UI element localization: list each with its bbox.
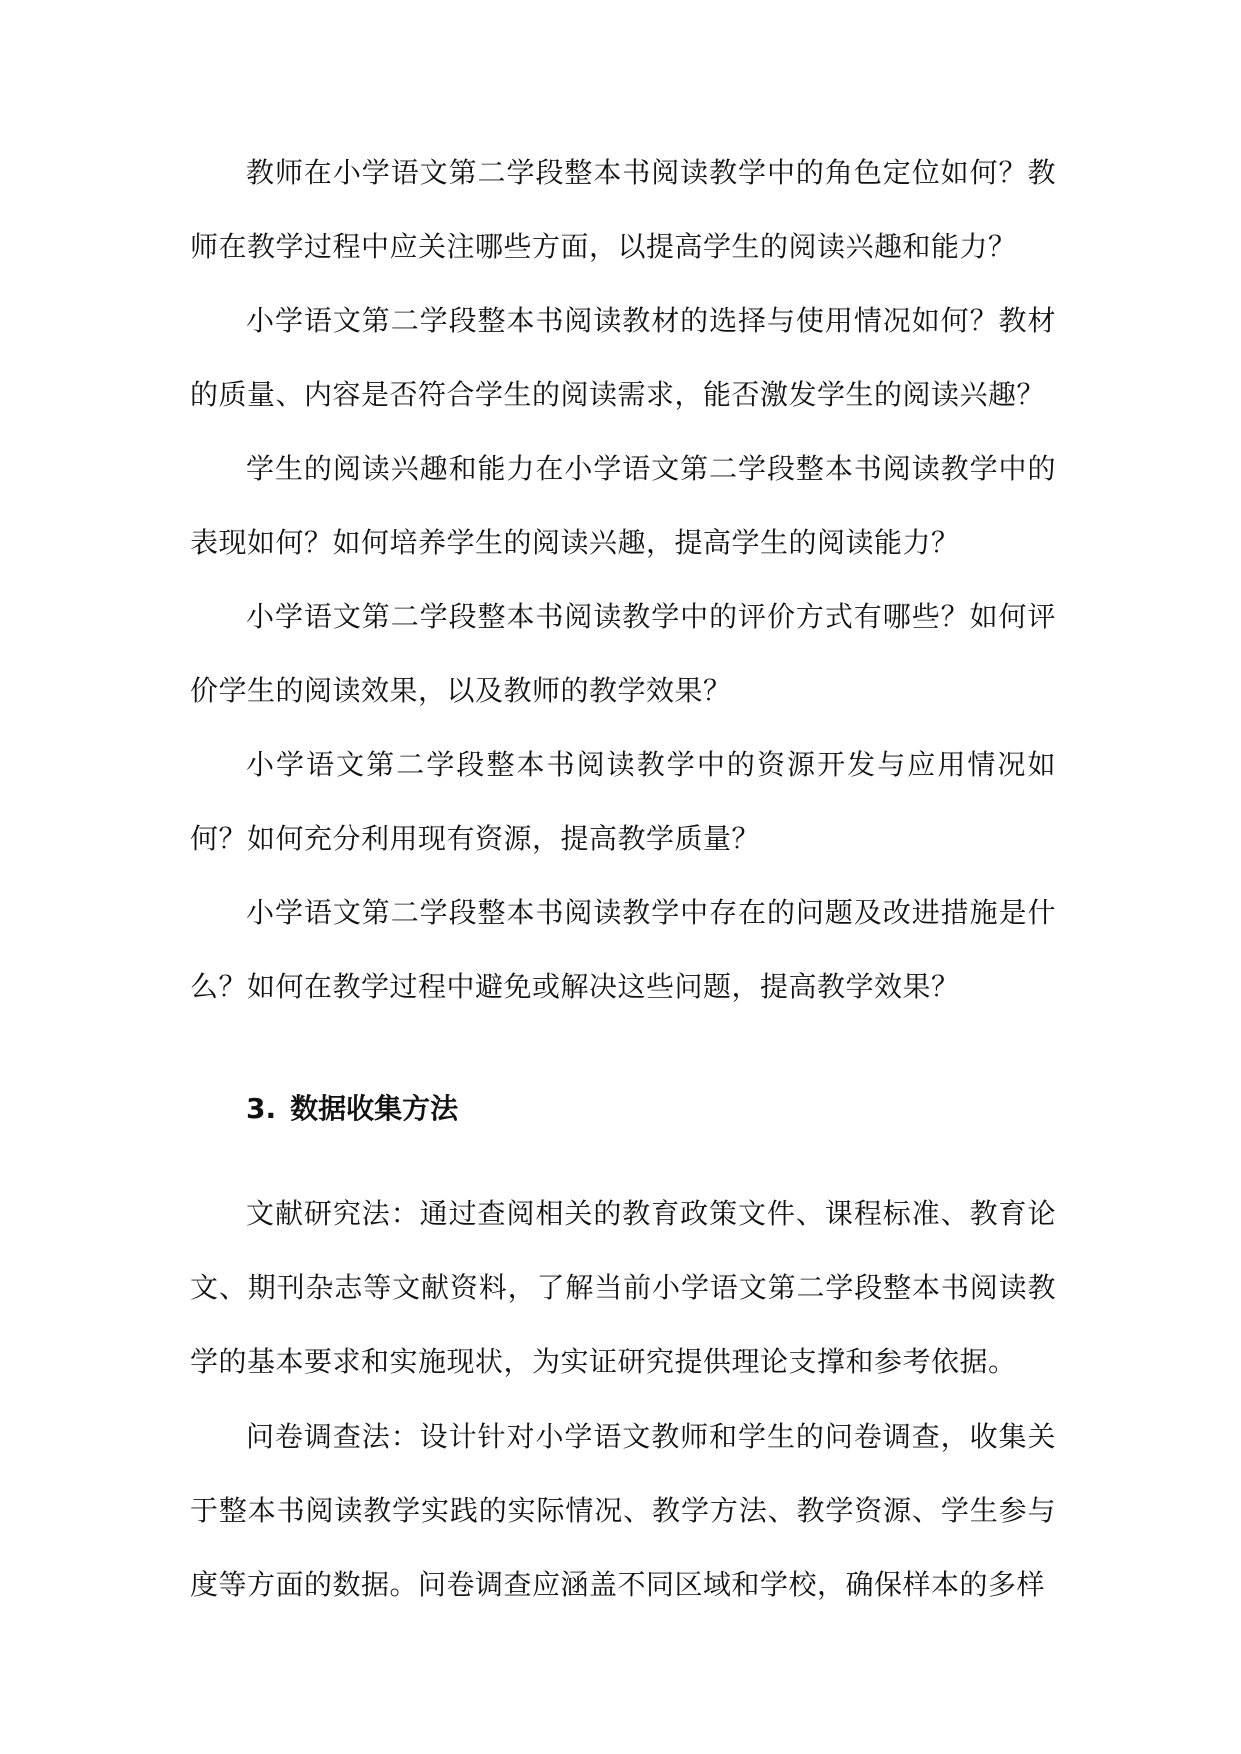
paragraph-survey-method: 问卷调查法：设计针对小学语文教师和学生的问卷调查，收集关于整本书阅读教学实践的实际情况、教学方法、教学资源、学生参与度等方面的数据。问卷调查应涵盖不同区域和学校，确保样本的多样 bbox=[190, 1420, 1056, 1601]
paragraph-evaluation: 小学语文第二学段整本书阅读教学中的评价方式有哪些？如何评价学生的阅读效果，以及教师的教学效果？ bbox=[190, 600, 1056, 707]
paragraph-resources: 小学语文第二学段整本书阅读教学中的资源开发与应用情况如何？如何充分利用现有资源，提高教学质量？ bbox=[190, 748, 1056, 855]
paragraph-materials: 小学语文第二学段整本书阅读教材的选择与使用情况如何？教材的质量、内容是否符合学生的阅读需求，能否激发学生的阅读兴趣？ bbox=[190, 304, 1056, 411]
section-number: 3. bbox=[246, 1092, 277, 1125]
paragraph-interest-ability: 学生的阅读兴趣和能力在小学语文第二学段整本书阅读教学中的表现如何？如何培养学生的阅读兴趣，提高学生的阅读能力？ bbox=[190, 452, 1056, 559]
section-heading bbox=[246, 1072, 1046, 1146]
paragraph-problems: 小学语文第二学段整本书阅读教学中存在的问题及改进措施是什么？如何在教学过程中避免或解决这些问题，提高教学效果？ bbox=[190, 896, 1056, 1003]
paragraph-literature-method: 文献研究法：通过查阅相关的教育政策文件、课程标准、教育论文、期刊杂志等文献资料，了解当前小学语文第二学段整本书阅读教学的基本要求和实施现状，为实证研究提供理论支撑和参考依据。 bbox=[190, 1197, 1056, 1378]
paragraph-teacher-role: 教师在小学语文第二学段整本书阅读教学中的角色定位如何？教师在教学过程中应关注哪些方面，以提高学生的阅读兴趣和能力？ bbox=[190, 156, 1056, 263]
section-title: 数据收集方法 bbox=[290, 1092, 459, 1125]
